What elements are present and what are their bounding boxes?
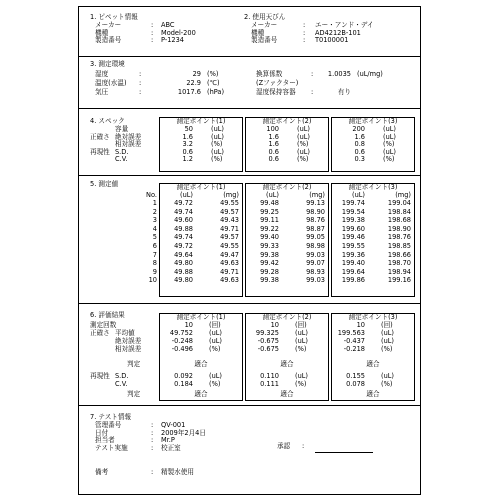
measure-volume-value: 99.22	[260, 224, 279, 233]
accuracy-judge-value: 適合	[194, 360, 208, 368]
spec-group-label: 正確さ	[90, 132, 110, 141]
test-field-label: 日付	[95, 428, 109, 437]
accuracy-judge-label: 判定	[127, 360, 141, 368]
measure-volume-value: 99.33	[260, 242, 279, 250]
pipette-field-value: ABC	[161, 21, 175, 29]
test-field-value: QV-001	[161, 421, 186, 429]
measure-row-number: 10	[148, 276, 157, 285]
evaluation-value: 0.092	[174, 372, 193, 380]
measure-mass-value: 199.04	[387, 199, 411, 207]
accuracy-judge-value: 適合	[366, 360, 380, 368]
pipette-field-colon: :	[151, 21, 154, 29]
measure-mass-value: 98.90	[306, 207, 325, 216]
evaluation-row-label: 相対誤差	[115, 345, 142, 353]
evaluation-value: 0.111	[260, 380, 279, 388]
spec-unit: (uL)	[297, 147, 310, 156]
test-field-colon: :	[151, 444, 154, 453]
spec-unit: (uL)	[383, 125, 396, 133]
measure-volume-value: 99.38	[260, 276, 279, 285]
measure-mass-value: 99.03	[306, 276, 325, 285]
environment-value: 有り	[337, 88, 351, 96]
balance-field-label: 機種	[251, 28, 265, 37]
evaluation-value: 199.563	[337, 329, 365, 337]
evaluation-count-unit: (回)	[295, 321, 307, 329]
measure-mass-value: 198.70	[387, 259, 411, 268]
environment-value: 1.0035	[327, 70, 351, 78]
measure-volume-value: 49.74	[174, 207, 193, 216]
measure-no-label: No.	[146, 191, 157, 199]
section-4-heading: 4. スペック	[90, 117, 125, 125]
measure-mass-value: 49.55	[220, 242, 239, 250]
environment-colon: :	[311, 70, 314, 78]
evaluation-count-unit: (回)	[381, 321, 393, 329]
evaluation-value: -0.675	[257, 345, 279, 353]
evaluation-row-label: C.V.	[115, 380, 128, 388]
measure-row-number: 4	[152, 224, 157, 233]
measure-mass-value: 49.47	[220, 250, 239, 259]
measure-row-number: 6	[152, 242, 157, 250]
evaluation-unit: (%)	[381, 380, 393, 388]
spec-unit: (uL)	[211, 147, 224, 156]
measure-volume-value: 49.80	[174, 259, 193, 268]
environment-label: 湿度	[95, 70, 109, 78]
measure-row-number: 3	[152, 216, 157, 225]
evaluation-unit: (%)	[381, 345, 393, 353]
measure-unit-ul: (uL)	[266, 191, 279, 199]
measure-unit-mg: (mg)	[223, 191, 239, 199]
environment-colon: :	[139, 70, 142, 78]
measure-volume-value: 199.36	[341, 250, 365, 259]
spec-value: 1.6	[182, 132, 193, 141]
measure-unit-ul: (uL)	[180, 191, 193, 199]
evaluation-unit: (%)	[209, 380, 221, 388]
accuracy-judge-value: 適合	[280, 360, 294, 368]
environment-value: 29	[192, 70, 201, 78]
spec-value: 1.6	[354, 132, 365, 141]
spec-unit: (uL)	[383, 147, 396, 156]
evaluation-count-value: 10	[184, 321, 193, 329]
measure-volume-value: 49.74	[174, 233, 193, 242]
spec-unit: (uL)	[297, 132, 310, 141]
spec-row-label: S.D.	[115, 147, 129, 156]
measure-row-number: 5	[152, 233, 157, 242]
evaluation-unit: (%)	[209, 345, 221, 353]
evaluation-unit: (%)	[295, 380, 307, 388]
section-1-heading: 1. ピペット情報	[90, 13, 138, 21]
evaluation-count-value: 10	[270, 321, 279, 329]
spec-value: 0.8	[354, 140, 365, 149]
spec-value: 0.6	[268, 155, 279, 164]
environment-value: 22.9	[186, 79, 201, 87]
measure-volume-value: 99.48	[260, 199, 279, 207]
measure-mass-value: 99.13	[306, 199, 325, 207]
spec-value: 0.3	[354, 155, 365, 164]
measure-volume-value: 99.11	[260, 216, 279, 225]
measure-unit-mg: (mg)	[395, 191, 411, 199]
note-value: 精製水使用	[161, 468, 194, 476]
evaluation-unit: (uL)	[381, 337, 394, 345]
spec-value: 0.6	[182, 147, 193, 156]
measure-mass-value: 198.76	[387, 233, 411, 242]
evaluation-value: -0.218	[343, 345, 365, 353]
environment-unit: (uL/mg)	[357, 70, 383, 78]
evaluation-point-heading: 測定ポイント(3)	[348, 313, 398, 321]
measure-mass-value: 49.71	[220, 224, 239, 233]
environment-value: 1017.6	[177, 88, 201, 96]
spec-value: 1.6	[268, 132, 279, 141]
spec-value: 100	[266, 125, 279, 133]
test-field-colon: :	[151, 428, 154, 437]
evaluation-value: 0.078	[346, 380, 365, 388]
measure-volume-value: 49.80	[174, 276, 193, 285]
measure-mass-value: 198.66	[387, 250, 411, 259]
measure-mass-value: 98.87	[306, 224, 325, 233]
measure-point-heading: 測定ポイント(2)	[262, 183, 312, 191]
measure-mass-value: 49.71	[220, 267, 239, 276]
section-7-heading: 7. テスト情報	[90, 413, 132, 421]
evaluation-value: 99.325	[255, 329, 279, 337]
repeatability-judge-value: 適合	[194, 390, 208, 398]
spec-row-label: 容量	[115, 125, 129, 133]
spec-unit: (%)	[383, 155, 395, 164]
measure-volume-value: 99.42	[260, 259, 279, 268]
environment-colon: :	[139, 79, 142, 87]
measure-volume-value: 49.64	[174, 250, 193, 259]
measure-point-heading: 測定ポイント(1)	[176, 183, 226, 191]
calibration-report-sheet	[78, 6, 421, 495]
repeatability-judge-value: 適合	[366, 390, 380, 398]
balance-field-colon: :	[303, 36, 306, 44]
evaluation-unit: (uL)	[381, 372, 394, 380]
measure-volume-value: 199.54	[341, 207, 365, 216]
spec-row-label: C.V.	[115, 155, 128, 164]
environment-unit: (℃)	[207, 79, 220, 87]
spec-point-heading: 測定ポイント(1)	[176, 117, 226, 125]
evaluation-point-heading: 測定ポイント(2)	[262, 313, 312, 321]
test-field-colon: :	[151, 421, 154, 429]
measure-mass-value: 49.55	[220, 199, 239, 207]
evaluation-unit: (%)	[295, 345, 307, 353]
measure-mass-value: 99.07	[306, 259, 325, 268]
evaluation-value: -0.675	[257, 337, 279, 345]
measure-row-number: 2	[152, 207, 157, 216]
evaluation-unit: (uL)	[295, 337, 308, 345]
balance-field-value: AD4212B-101	[315, 28, 361, 37]
note-label: 備考	[95, 468, 109, 476]
measure-mass-value: 198.85	[387, 242, 411, 250]
measure-unit-ul: (uL)	[352, 191, 365, 199]
measure-volume-value: 199.86	[341, 276, 365, 285]
measure-volume-value: 99.28	[260, 267, 279, 276]
evaluation-value: 0.155	[346, 372, 365, 380]
evaluation-value: 0.184	[174, 380, 193, 388]
measure-volume-value: 49.88	[174, 224, 193, 233]
repeatability-judge-value: 適合	[280, 390, 294, 398]
pipette-field-label: 製造番号	[95, 36, 122, 44]
spec-value: 0.6	[268, 147, 279, 156]
approval-label: 承認	[277, 442, 291, 450]
pipette-field-label: メーカー	[95, 21, 122, 29]
spec-unit: (%)	[211, 140, 223, 149]
measure-mass-value: 49.57	[220, 207, 239, 216]
balance-field-colon: :	[303, 28, 306, 37]
spec-value: 0.6	[354, 147, 365, 156]
approval-colon: :	[302, 442, 305, 450]
measure-mass-value: 49.63	[220, 259, 239, 268]
measure-volume-value: 49.60	[174, 216, 193, 225]
measure-mass-value: 99.05	[306, 233, 325, 242]
evaluation-value: -0.437	[343, 337, 365, 345]
approval-signature-line[interactable]	[315, 452, 373, 453]
measure-mass-value: 49.63	[220, 276, 239, 285]
measure-volume-value: 199.40	[341, 259, 365, 268]
measure-volume-value: 199.64	[341, 267, 365, 276]
evaluation-value: -0.248	[171, 337, 193, 345]
evaluation-unit: (uL)	[209, 337, 222, 345]
balance-field-label: 製造番号	[251, 36, 278, 44]
evaluation-row-label: 絶対誤差	[115, 337, 142, 345]
balance-field-label: メーカー	[251, 21, 278, 29]
evaluation-group-label: 再現性	[90, 372, 110, 380]
measure-volume-value: 199.60	[341, 224, 365, 233]
evaluation-count-value: 10	[356, 321, 365, 329]
test-field-label: 担当者	[95, 436, 115, 445]
environment-label: (Zファクター)	[256, 79, 299, 87]
measure-volume-value: 49.72	[174, 242, 193, 250]
measure-volume-value: 99.38	[260, 250, 279, 259]
environment-unit: (%)	[207, 70, 219, 78]
spec-unit: (%)	[211, 155, 223, 164]
environment-colon: :	[311, 88, 314, 96]
evaluation-unit: (uL)	[295, 329, 308, 337]
test-field-value: 2009年2月4日	[161, 428, 206, 437]
evaluation-group-label: 正確さ	[90, 329, 110, 337]
measure-mass-value: 199.16	[387, 276, 411, 285]
measure-volume-value: 199.38	[341, 216, 365, 225]
test-field-value: Mr.P	[161, 436, 175, 445]
measure-volume-value: 99.40	[260, 233, 279, 242]
evaluation-value: 0.110	[260, 372, 279, 380]
section-2-heading: 2. 使用天びん	[244, 13, 286, 21]
measure-mass-value: 98.98	[306, 242, 325, 250]
spec-unit: (%)	[297, 140, 309, 149]
section-5-heading: 5. 測定値	[90, 180, 119, 188]
spec-unit: (uL)	[297, 125, 310, 133]
balance-field-colon: :	[303, 21, 306, 29]
evaluation-row-label: S.D.	[115, 372, 129, 380]
measure-point-heading: 測定ポイント(3)	[348, 183, 398, 191]
measure-mass-value: 198.68	[387, 216, 411, 225]
measure-volume-value: 99.25	[260, 207, 279, 216]
environment-colon: :	[139, 88, 142, 96]
test-field-label: 管理番号	[95, 421, 122, 429]
evaluation-unit: (uL)	[381, 329, 394, 337]
measure-volume-value: 199.55	[341, 242, 365, 250]
measure-row-number: 1	[152, 199, 157, 207]
section-6-heading: 6. 評価結果	[90, 311, 125, 319]
spec-value: 1.2	[182, 155, 193, 164]
evaluation-count-unit: (回)	[209, 321, 221, 329]
measure-mass-value: 198.84	[387, 207, 411, 216]
measure-mass-value: 49.57	[220, 233, 239, 242]
spec-unit: (%)	[383, 140, 395, 149]
test-field-label: テスト実施	[95, 444, 128, 453]
spec-row-label: 絶対誤差	[115, 132, 142, 141]
pipette-field-label: 機種	[95, 28, 109, 37]
divider-2	[79, 108, 420, 109]
evaluation-point-heading: 測定ポイント(1)	[176, 313, 226, 321]
divider-1	[79, 56, 420, 57]
balance-field-value: T0100001	[315, 36, 349, 44]
spec-unit: (uL)	[211, 125, 224, 133]
evaluation-value: -0.496	[171, 345, 193, 353]
measure-volume-value: 199.46	[341, 233, 365, 242]
repeatability-judge-label: 判定	[127, 390, 141, 398]
test-field-value: 校正室	[161, 444, 181, 453]
measure-row-number: 7	[152, 250, 157, 259]
evaluation-value: 49.752	[169, 329, 193, 337]
measure-row-number: 9	[152, 267, 157, 276]
measure-mass-value: 99.03	[306, 250, 325, 259]
evaluation-unit: (uL)	[209, 329, 222, 337]
evaluation-row-label: 平均値	[115, 329, 135, 337]
environment-label: 湿度保持容器	[256, 88, 296, 96]
measure-mass-value: 98.76	[306, 216, 325, 225]
balance-field-value: エー・アンド・デイ	[315, 21, 374, 29]
spec-unit: (uL)	[211, 132, 224, 141]
spec-value: 1.6	[268, 140, 279, 149]
measure-volume-value: 199.74	[341, 199, 365, 207]
environment-unit: (hPa)	[207, 88, 225, 96]
note-colon: :	[151, 468, 154, 476]
divider-5	[79, 405, 420, 406]
test-field-colon: :	[151, 436, 154, 445]
spec-unit: (%)	[297, 155, 309, 164]
divider-4	[79, 303, 420, 304]
environment-label: 換算係数	[256, 70, 283, 78]
spec-value: 50	[184, 125, 193, 133]
spec-value: 3.2	[182, 140, 193, 149]
measure-row-number: 8	[152, 259, 157, 268]
spec-row-label: 相対誤差	[115, 140, 142, 149]
spec-unit: (uL)	[383, 132, 396, 141]
evaluation-count-label: 測定回数	[90, 321, 117, 329]
measure-volume-value: 49.88	[174, 267, 193, 276]
evaluation-unit: (uL)	[209, 372, 222, 380]
measure-mass-value: 49.43	[220, 216, 239, 225]
measure-volume-value: 49.72	[174, 199, 193, 207]
spec-group-label: 再現性	[90, 147, 110, 156]
environment-label: 気圧	[95, 88, 109, 96]
spec-value: 200	[352, 125, 365, 133]
spec-point-heading: 測定ポイント(2)	[262, 117, 312, 125]
section-3-heading: 3. 測定環境	[90, 60, 125, 68]
environment-label: 温度(水温)	[95, 79, 127, 87]
spec-point-heading: 測定ポイント(3)	[348, 117, 398, 125]
measure-unit-mg: (mg)	[309, 191, 325, 199]
pipette-field-value: Model-200	[161, 28, 196, 37]
divider-3	[79, 175, 420, 176]
pipette-field-value: P-1234	[161, 36, 184, 44]
measure-mass-value: 98.93	[306, 267, 325, 276]
pipette-field-colon: :	[151, 28, 154, 37]
measure-mass-value: 198.94	[387, 267, 411, 276]
measure-mass-value: 198.90	[387, 224, 411, 233]
evaluation-unit: (uL)	[295, 372, 308, 380]
pipette-field-colon: :	[151, 36, 154, 44]
